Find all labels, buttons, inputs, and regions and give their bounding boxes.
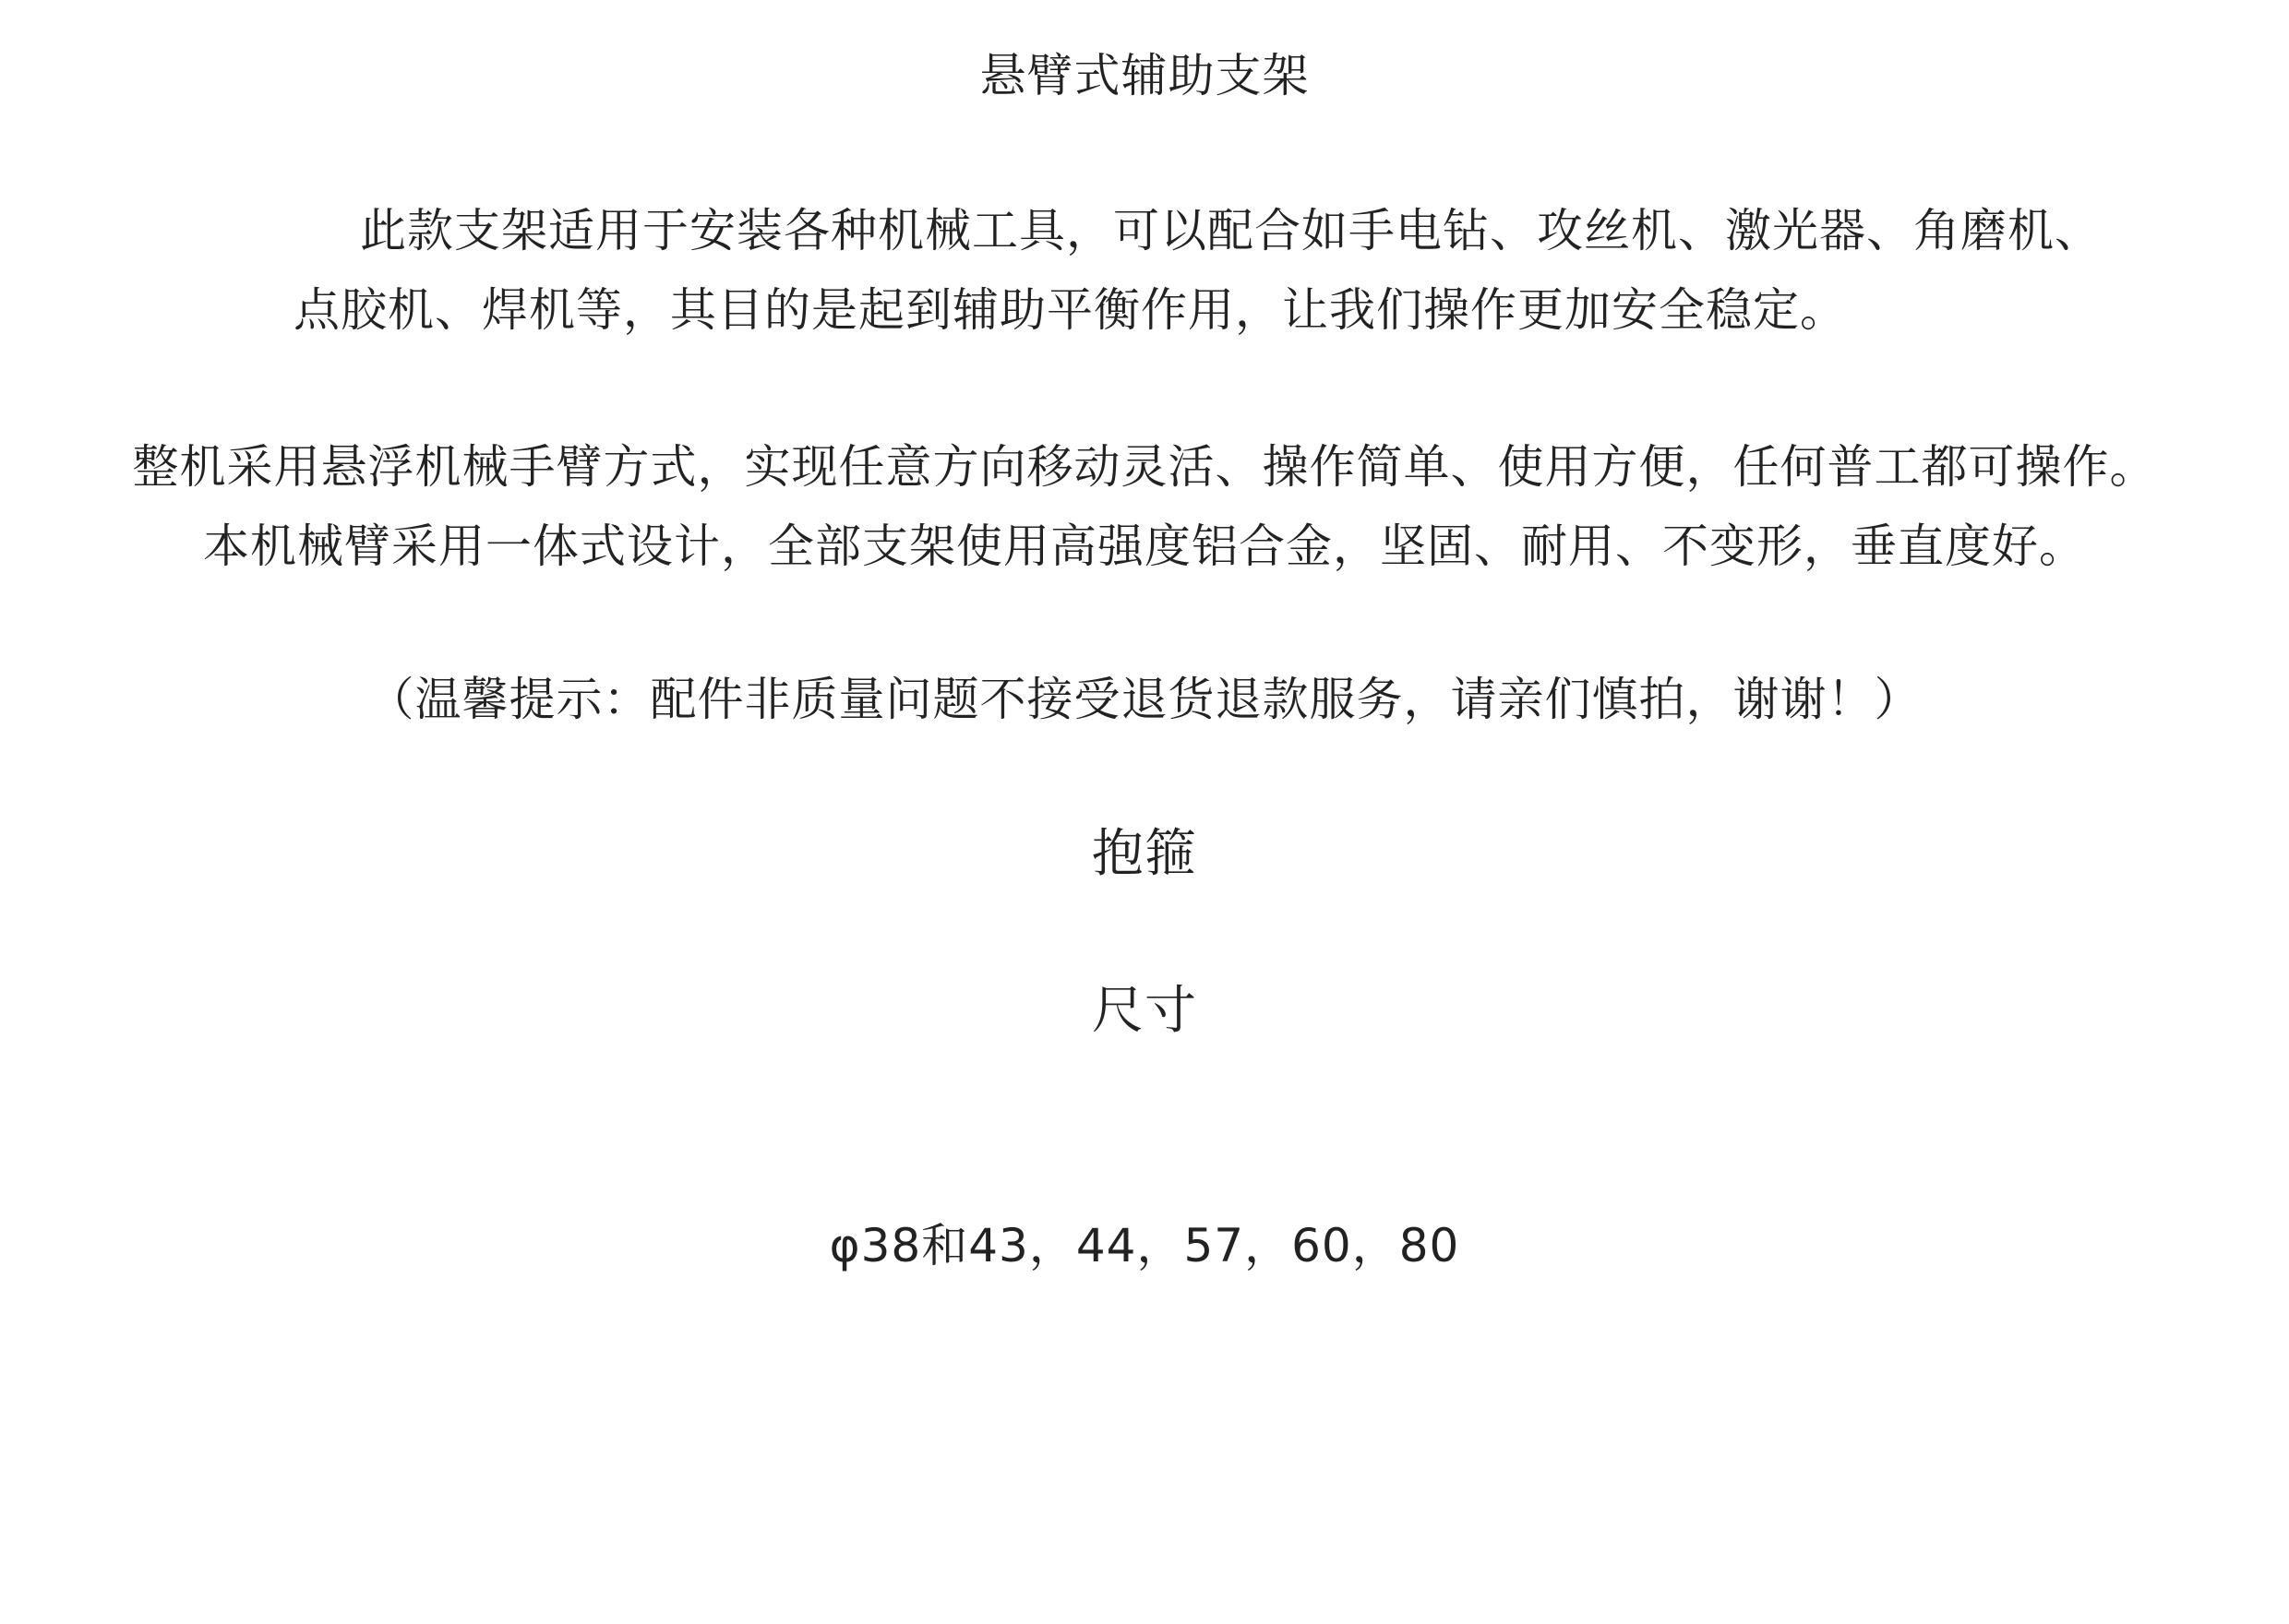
intro-paragraph-line-1: 此款支架适用于安装各种机械工具，可以配合如手电钻、攻丝机、激光器、角磨机、 [360, 204, 2102, 257]
clamp-heading: 抱箍 [1092, 824, 1197, 884]
dimensions-text: φ38和43，44，57，60，80 [829, 1219, 1460, 1272]
size-heading: 尺寸 [1092, 981, 1197, 1041]
notice-text: （温馨提示：配件非质量问题不接受退货退款服务，请亲们慎拍，谢谢！） [367, 673, 1922, 726]
intro-paragraph-line-2: 点胶机、焊机等，其目的是起到辅助平衡作用，让我们操作更加安全稳定。 [294, 283, 1847, 337]
feature-paragraph-line-2: 本机械臂采用一体式设计，全部支架使用高强度铝合金，坚固、耐用、不变形，垂直度好。 [203, 519, 2086, 573]
document-title: 悬臂式辅助支架 [979, 49, 1310, 102]
feature-paragraph-line-1: 整机采用悬浮机械手臂方式，实现任意方向移动灵活、操作简单、使用方便，任何普工都可操作。 [132, 440, 2157, 494]
